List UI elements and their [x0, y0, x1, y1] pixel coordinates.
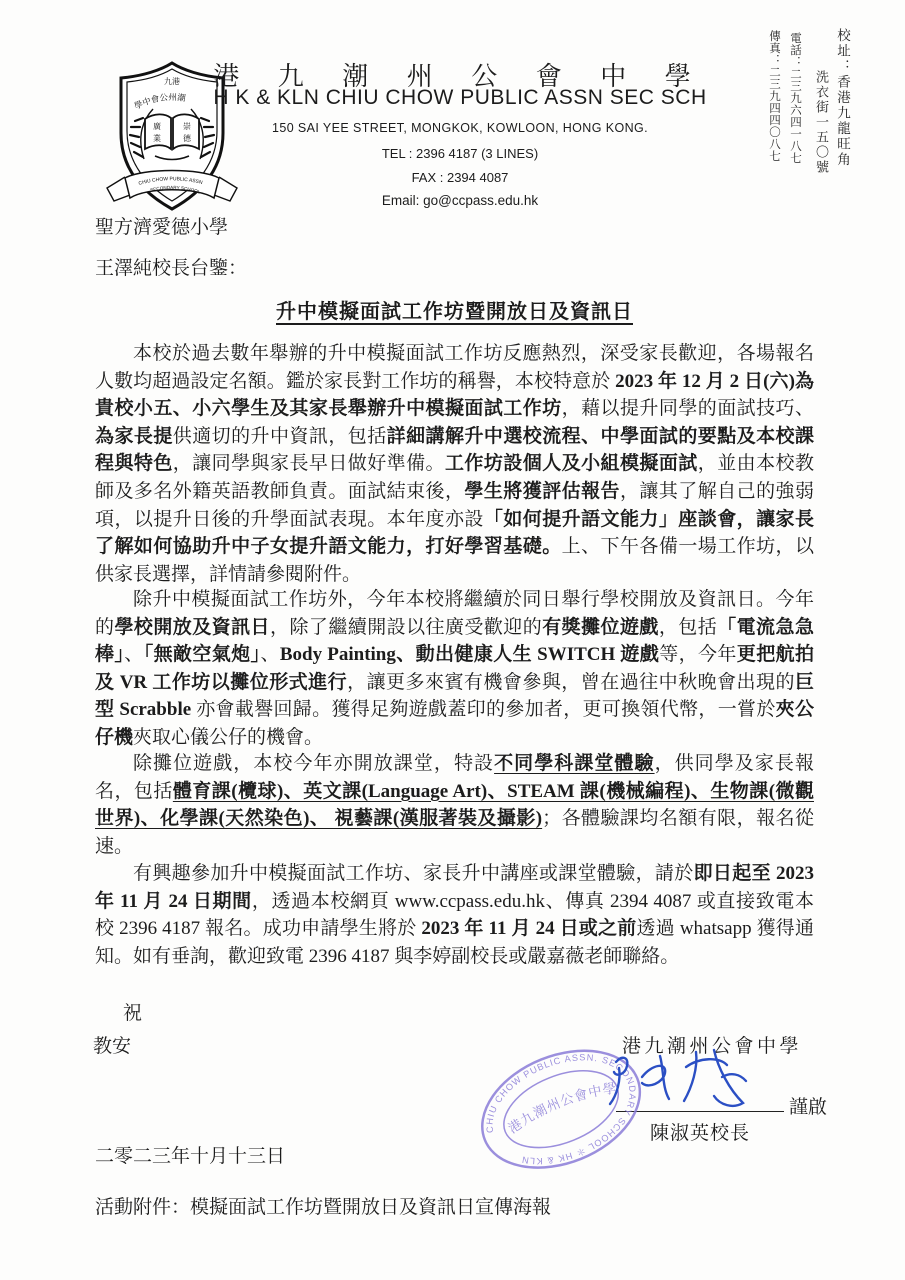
school-email: Email: go@ccpass.edu.hk — [381, 193, 539, 208]
paragraph-4: 有興趣參加升中模擬面試工作坊、家長升中講座或課堂體驗，請於即日起至 2023 年 11 月 24 日期間，透過本校網頁 www.ccpass.edu.hk、傳真 2394 4087 或直接致電本校 2396 4187 報名。成功申請學生將於 2023 年 11 月 24 日或之前透過 whatsapp 獲得通知。如有垂詢，歡迎致電 2396 4187 與李婷副校長或嚴嘉薇老師聯絡。 — [95, 863, 815, 967]
school-tel: TEL : 2396 4187 (3 LINES) — [381, 146, 539, 161]
school-address: 150 SAI YEE STREET, MONGKOK, KOWLOON, HONG KONG. — [272, 121, 648, 135]
vertical-fax-line: 傳真：二三九四四〇八七 — [768, 30, 780, 162]
sender-school-name: 港九潮州公會中學 — [622, 1036, 803, 1057]
svg-text:廣: 廣 — [153, 122, 161, 131]
recipient-school: 聖方濟愛德小學 — [95, 217, 229, 238]
closing-wish: 祝 — [123, 1003, 143, 1024]
vertical-address-line-1: 校址：香港九龍旺角 — [835, 28, 850, 168]
attachment-note: 活動附件：模擬面試工作坊暨開放日及資訊日宣傳海報 — [95, 1197, 552, 1218]
svg-text:德: 德 — [183, 134, 191, 143]
school-name-en: H K & KLN CHIU CHOW PUBLIC ASSN SEC SCH — [213, 86, 707, 109]
school-name-zh: 港 九 潮 州 公 會 中 學 — [213, 62, 707, 91]
vertical-phone-line: 電話：二三九六四一八七 — [789, 32, 801, 164]
letter-date: 二零二三年十月十三日 — [95, 1146, 286, 1167]
signoff: 謹啟 — [789, 1097, 828, 1118]
letter-title: 升中模擬面試工作坊暨開放日及資訊日 — [276, 301, 633, 323]
paragraph-1: 本校於過去數年舉辦的升中模擬面試工作坊反應熱烈，深受家長歡迎，各場報名人數均超過設定名額。鑑於家長對工作坊的稱譽，本校特意於 2023 年 12 月 2 日(六)為 貴校小五、小六學生及其家長舉辦升中模擬面試工作坊，藉以提升同學的面試技巧、為家長提供適切的升中資訊，包括詳細講解升中選校流程、中學面試的要點及本校課程與特色，讓同學與家長早日做好準備。工作坊設個人及小組模擬面試，並由本校教師及多名外籍英語教師負責。面試結束後，學生將獲評估報告，讓其了解自己的強弱項，以提升日後的升學面試表現。本年度亦設「如何提升語文能力」座談會，讓家長了解如何協助升中子女提升語文能力，打好學習基礎。上、下午各備一場工作坊，以供家長選擇，詳情請參閱附件。 — [95, 343, 834, 585]
paragraph-3: 除攤位遊戲，本校今年亦開放課堂，特設不同學科課堂體驗，供同學及家長報名，包括體育課(欖球)、英文課(Language Art)、STEAM 課(機械編程)、生物課(微觀世界)、化學課(天然染色)、 視藝課(漢服著裝及攝影)；各體驗課均名額有限，報名從速。 — [95, 753, 814, 857]
salutation: 王澤純校長台鑒： — [95, 258, 248, 279]
svg-text:學中會公州潮: 學中會公州潮 — [132, 91, 187, 112]
principal-signature — [602, 1042, 767, 1118]
svg-text:CHIU CHOW PUBLIC ASSN. SECONDA: CHIU CHOW PUBLIC ASSN. SECONDARY SCHOOL ＊ HK & KLN — [484, 1052, 638, 1167]
closing-regards: 教安 — [93, 1036, 132, 1057]
svg-text:港九潮州公會中學: 港九潮州公會中學 — [505, 1080, 619, 1137]
paragraph-2: 除升中模擬面試工作坊外，今年本校將繼續於同日舉行學校開放及資訊日。今年的學校開放及資訊日，除了繼續開設以往廣受歡迎的有獎攤位遊戲，包括「電流急急棒」、「無敵空氣炮」、Body Painting、動出健康人生 SWITCH 遊戲等，今年更把航拍及 VR 工作坊以攤位形式進行，讓更多來賓有機會參與，曾在過往中秋晚會出現的巨型 Scrabble 亦會載譽回歸。獲得足夠遊戲蓋印的參加者，更可換領代幣，一嘗於夾公仔機夾取心儀公仔的機會。 — [95, 589, 814, 748]
svg-text:崇: 崇 — [183, 122, 191, 131]
svg-text:SECONDARY SCHOOL: SECONDARY SCHOOL — [149, 184, 201, 195]
svg-text:業: 業 — [153, 134, 161, 143]
principal-name: 陳淑英校長 — [649, 1123, 750, 1144]
school-fax: FAX : 2394 4087 — [411, 170, 509, 185]
vertical-address-line-2: 洗衣街一五〇號 — [814, 70, 829, 175]
svg-text:CHIU CHOW PUBLIC ASSN: CHIU CHOW PUBLIC ASSN — [137, 176, 204, 187]
svg-text:九港: 九港 — [164, 77, 180, 86]
